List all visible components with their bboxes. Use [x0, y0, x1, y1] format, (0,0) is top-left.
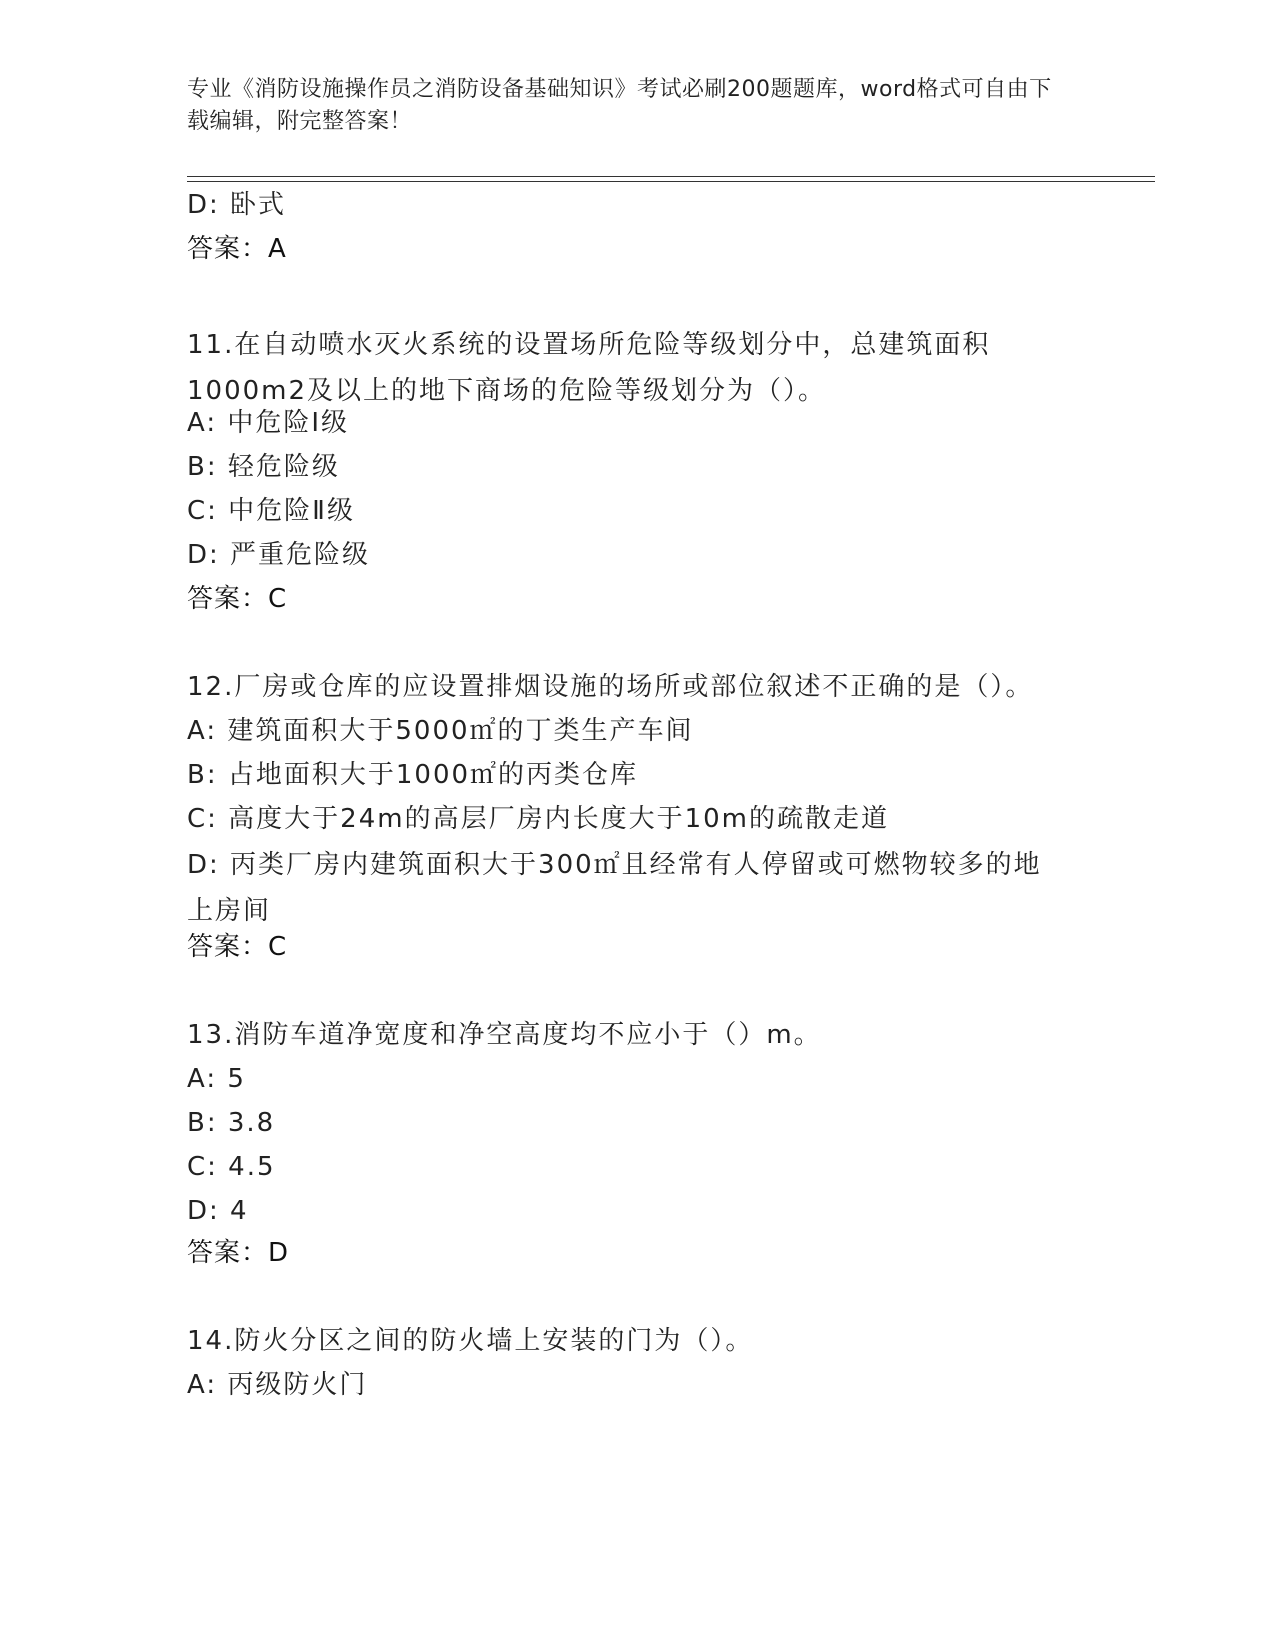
q11-option-d: D: 严重危险级	[187, 540, 371, 570]
q11-stem: 11.在自动喷水灭火系统的设置场所危险等级划分中，总建筑面积1000m2及以上的地下商场的危险等级划分为（）。	[187, 330, 991, 406]
q13-answer: 答案：D	[187, 1238, 290, 1268]
q13-stem: 13.消防车道净宽度和净空高度均不应小于（）m。	[187, 1020, 822, 1050]
q13-option-d: D: 4	[187, 1196, 249, 1226]
prev-answer: 答案：A	[187, 234, 287, 264]
q13-option-a: A: 5	[187, 1064, 246, 1094]
q11-answer: 答案：C	[187, 584, 288, 614]
q12-stem: 12.厂房或仓库的应设置排烟设施的场所或部位叙述不正确的是（）。	[187, 672, 1034, 702]
q11-option-c: C: 中危险Ⅱ级	[187, 496, 355, 526]
document-header: 专业《消防设施操作员之消防设备基础知识》考试必刷200题题库，word格式可自由下载编辑，附完整答案！	[187, 77, 1052, 134]
q11-option-a: A: 中危险Ⅰ级	[187, 408, 350, 438]
q14-stem: 14.防火分区之间的防火墙上安装的门为（）。	[187, 1326, 754, 1356]
header-rule-top	[187, 176, 1155, 177]
q12-answer: 答案：C	[187, 932, 288, 962]
q13-option-b: B: 3.8	[187, 1108, 276, 1138]
q11-option-b: B: 轻危险级	[187, 452, 340, 482]
q12-option-c: C: 高度大于24m的高层厂房内长度大于10m的疏散走道	[187, 804, 890, 834]
q13-option-c: C: 4.5	[187, 1152, 276, 1182]
q12-option-d: D: 丙类厂房内建筑面积大于300㎡且经常有人停留或可燃物较多的地上房间	[187, 850, 1042, 926]
q12-option-b: B: 占地面积大于1000㎡的丙类仓库	[187, 760, 639, 790]
header-rule-bottom	[187, 181, 1155, 182]
prev-option-d: D: 卧式	[187, 190, 287, 220]
q14-option-a: A: 丙级防火门	[187, 1370, 368, 1400]
q12-option-a: A: 建筑面积大于5000㎡的丁类生产车间	[187, 716, 694, 746]
